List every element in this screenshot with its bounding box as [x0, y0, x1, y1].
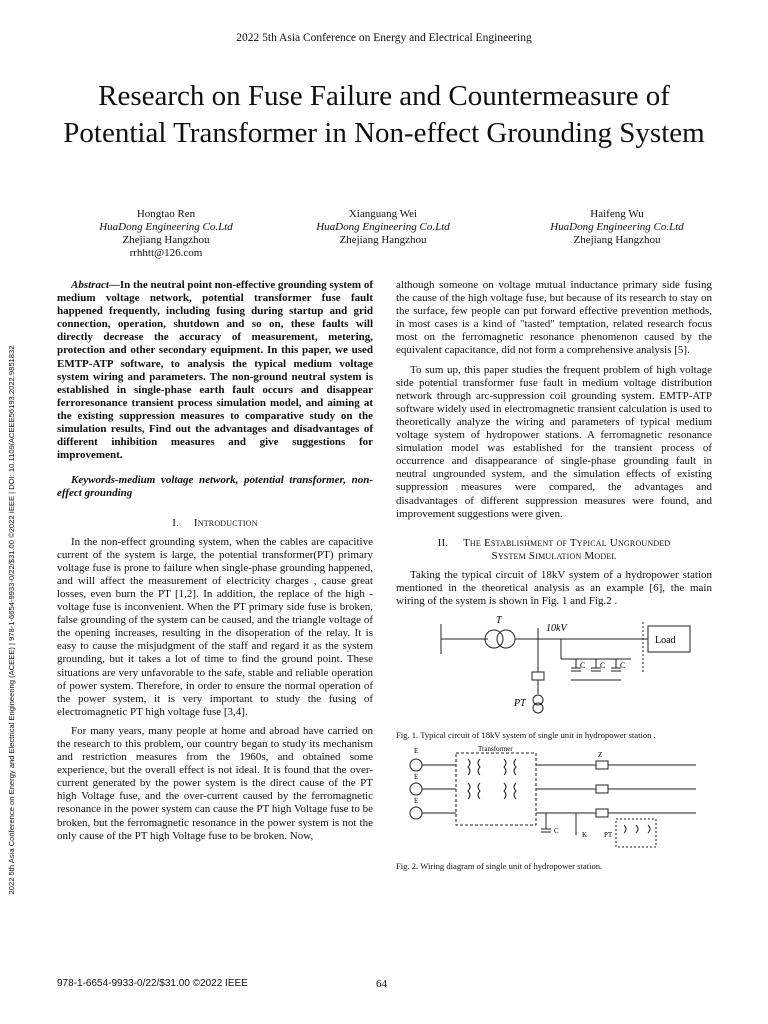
fig2-label-k: K — [582, 831, 588, 840]
keywords: Keywords-medium voltage network, potential transformer, non-effect grounding — [57, 474, 373, 500]
right-column — [396, 279, 712, 872]
page-number: 64 — [376, 978, 387, 990]
paragraph: For many years, many people at home and abroad have carried on the research to this problem, our country began to study its mechanism and restriction measures from the 1960s, and obtained some experience, but the overall effect is not ideal. It is found that the over-current generated by the power system is the direct cause of the PT high Voltage fuse, and the over-current caused by the ferromagnetic resonance in the power system can cause the PT high Voltage fuse to be broken, but the ferromagnetic resonance in the power system is not the only cause of the PT high Voltage fuse to be broken. Now, — [57, 724, 373, 842]
author-name: Xianguang Wei — [348, 208, 418, 220]
fig1-label-voltage: 10kV — [546, 623, 567, 635]
fig1-label-pt: PT — [514, 698, 526, 710]
author-block-3 — [507, 208, 727, 247]
author-location: Zhejiang Hangzhou — [122, 234, 210, 246]
fig1-label-c1: C — [580, 661, 586, 671]
author-block-2 — [273, 208, 493, 247]
author-affiliation: HuaDong Engineering Co.Ltd — [316, 221, 450, 233]
author-location: Zhejiang Hangzhou — [573, 234, 661, 246]
author-name: Hongtao Ren — [136, 208, 196, 220]
fig2-label-ea: E — [414, 747, 419, 756]
author-name: Haifeng Wu — [590, 208, 644, 220]
left-column — [57, 279, 373, 849]
side-citation-strip — [4, 270, 22, 970]
footer-copyright: 978-1-6654-9933-0/22/$31.00 ©2022 IEEE — [57, 978, 248, 989]
figure-1 — [396, 614, 712, 726]
abstract-label: Abstract— — [71, 279, 120, 291]
side-citation-text: 2022 5th Asia Conference on Energy and Electrical Engineering (ACEEE) | 978-1-6654-9933-0/22/$31.00 ©2022 IEEE | DOI: 10.1109/ACEEE56193.2022.9851832 — [7, 345, 16, 895]
fig1-label-c3: C — [620, 661, 626, 671]
section-title-line2: System Simulation Model — [491, 549, 617, 562]
fig1-label-t: T — [496, 615, 502, 627]
section-heading-2 — [396, 537, 712, 563]
figure-1-caption: Fig. 1. Typical circuit of 18kV system of single unit in hydropower station . — [396, 730, 656, 741]
figure-2-caption: Fig. 2. Wiring diagram of single unit of hydropower station. — [396, 861, 603, 872]
author-affiliation: HuaDong Engineering Co.Ltd — [99, 221, 233, 233]
section-title: The Establishment of Typical Ungrounded — [463, 536, 671, 549]
section-number: I. — [172, 516, 180, 529]
paragraph: To sum up, this paper studies the frequent problem of high voltage side potential transformer fuse fault in medium voltage distribution network through arc-suppression coil grounding system. EMTP-ATP software widely used in electromagnetic transient calculation is used to theoretically analyze the wiring and parameters of typical medium voltage system of hydropower stations. A ferromagnetic resonance simulation model was established for the transient process of occurrence and disappearance of single-phase grounding fault in neutral ungrounded system, and the simulation effects of existing suppression measures were compared, the advantages and disadvantages of different suppression measures were found, and improvement suggestions were given. — [396, 363, 712, 520]
paper-title: Research on Fuse Failure and Countermeasure of Potential Transformer in Non-effect Grounding System — [63, 80, 705, 149]
paragraph: Taking the typical circuit of 18kV system of a hydropower station mentioned in the theoretical analysis as an example [6], the main wiring of the system is shown in Fig. 1 and Fig.2 . — [396, 568, 712, 608]
author-location: Zhejiang Hangzhou — [339, 234, 427, 246]
fig1-label-c2: C — [600, 661, 606, 671]
figure-2-diagram — [396, 745, 712, 857]
conference-header: 2022 5th Asia Conference on Energy and Electrical Engineering — [236, 32, 532, 44]
fig2-label-zl: Z — [598, 751, 603, 760]
author-block-1 — [56, 208, 276, 260]
abstract — [57, 279, 373, 462]
fig2-label-pt: PT — [604, 831, 613, 840]
fig2-label-ec: E — [414, 797, 419, 806]
section-title: Introduction — [193, 516, 258, 529]
figure-2 — [396, 745, 712, 857]
section-heading-1 — [57, 517, 373, 530]
abstract-text: In the neutral point non-effective grounding system of medium voltage network, potential transformer fuse fault happened frequently, including fusing during startup and grid connection, operation, shutdown and so on, these faults will directly decrease the accuracy of measurement, metering, protection and other secondary equipment. In this paper, we used EMTP-ATP software, to analysis the typical medium voltage system wiring and parameters. The non-ground neutral system is established in single-phase earth fault occurs and disappear ferroresonance transient process simulation model, and aiming at the existing suppression measures to comparative study on the simulation results, Find out the advantages and disadvantages of different inhibition measures and give suggestions for improvement. — [57, 279, 374, 462]
author-affiliation: HuaDong Engineering Co.Ltd — [550, 221, 684, 233]
fig2-label-transformer: Transformer — [478, 745, 513, 754]
fig2-label-c0: C — [554, 827, 559, 836]
fig1-label-load: Load — [655, 635, 676, 647]
fig2-label-eb: E — [414, 773, 419, 782]
paragraph: In the non-effect grounding system, when the cables are capacitive current of the system is large, the potential transformer(PT) primary voltage fuse is prone to failure when single-phase grounding happened, and will affect the measurement of electricity charges , cause great losses, even burn the PT [1,2]. In addition, the replace of the high - voltage fuse is inconvenient. When the PT primary side fuse is broken, false grounding of the system can be caused, and the triangle voltage of the opening increases, resulting in the disoperation of the relay. It is easy to cause the misjudgment of the staff and regard it as the system grounding, but it takes a lot of time to find the ground point. These situations are very unfavorable to the safe, stable and reliable operation of power system. Therefore, in order to ensure the normal operation of the power system, it is very important to study the fusing of electromagnetic PT high voltage fuse [3,4]. — [57, 535, 373, 718]
figure-1-diagram — [396, 614, 712, 726]
author-email[interactable]: rrhhtt@126.com — [129, 247, 203, 259]
paragraph: although someone on voltage mutual inductance primary side fusing the cause of the high voltage fuse, but because of its research to stay on the surface, few people can put forward effective prevention methods, in most cases is a kind of "tasted" temptation, related research focus most on the ferromagnetic resonance phenomenon caused by the equivalent capacitance, did not form a comprehensive analysis [5]. — [396, 279, 712, 357]
section-number: II. — [437, 536, 449, 549]
